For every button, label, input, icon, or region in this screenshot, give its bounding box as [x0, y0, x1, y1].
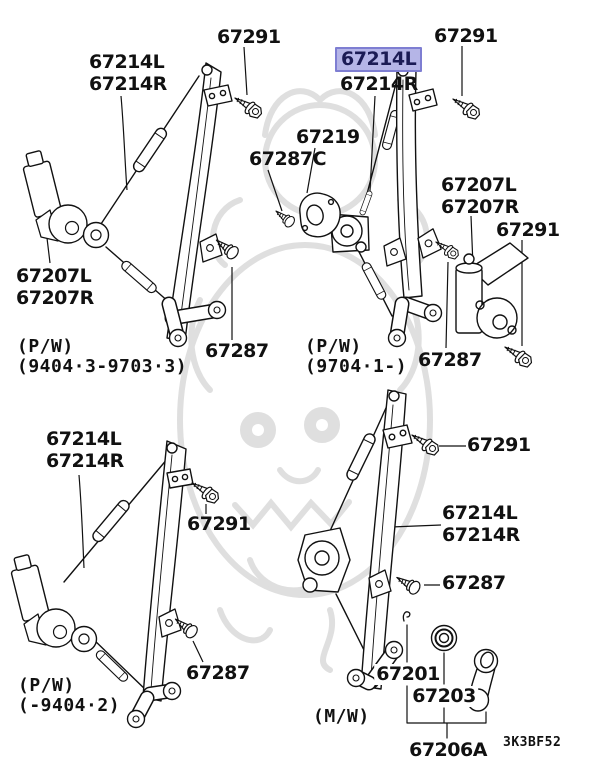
- part-number-regulator-r[interactable]: 67214R: [89, 73, 167, 95]
- part-number-handle-assembly-d4[interactable]: 67206A: [409, 739, 487, 761]
- caption-d4: [313, 707, 370, 727]
- part-number-motor-l[interactable]: 67207L: [16, 265, 92, 287]
- part-number-bolt-d3[interactable]: 67291: [187, 513, 251, 535]
- part-number-bolt-d1[interactable]: 67291: [217, 26, 281, 48]
- date-range-d1: (9404·3-9703·3): [17, 356, 188, 377]
- part-number-clip-d4[interactable]: 67201: [376, 663, 440, 685]
- part-number-motor-r[interactable]: 67207R: [441, 196, 519, 218]
- date-range-d2: (9704·1-): [305, 356, 408, 377]
- drawing-code: 3K3BF52: [503, 735, 562, 750]
- window-type-d4: (M/W): [313, 706, 370, 727]
- part-number-regulator-r-d2[interactable]: 67214R: [340, 73, 418, 95]
- part-number-cover-d2[interactable]: 67219: [296, 126, 360, 148]
- part-number-bolt-d2[interactable]: 67291: [434, 25, 498, 47]
- part-number-screw-d4[interactable]: 67287: [442, 572, 506, 594]
- date-range-d3: (-9404·2): [18, 695, 121, 716]
- window-type-d1: (P/W): [17, 336, 74, 357]
- caption-d1: [17, 337, 187, 377]
- part-number-screw-d1[interactable]: 67287: [205, 340, 269, 362]
- part-number-motor-r[interactable]: 67207R: [16, 287, 94, 309]
- part-number-regulator-l[interactable]: 67214L: [46, 428, 122, 450]
- part-number-pair-regulator-d1[interactable]: [89, 51, 167, 95]
- part-number-pair-regulator-d3[interactable]: [46, 428, 124, 472]
- window-type-d3: (P/W): [18, 675, 75, 696]
- caption-d2: [305, 337, 407, 377]
- part-number-pair-motor-d1[interactable]: [16, 265, 94, 309]
- part-number-bolt-d4[interactable]: 67291: [467, 434, 531, 456]
- part-number-regulator-r[interactable]: 67214R: [46, 450, 124, 472]
- caption-d3: [18, 676, 120, 716]
- part-number-regulator-l[interactable]: 67214L: [442, 502, 518, 524]
- part-number-motor-l[interactable]: 67207L: [441, 174, 517, 196]
- part-number-screw-d3[interactable]: 67287: [186, 662, 250, 684]
- window-type-d2: (P/W): [305, 336, 362, 357]
- part-number-cover-screw-d2[interactable]: 67287C: [249, 148, 327, 170]
- part-number-pair-motor-d2[interactable]: [441, 174, 519, 218]
- part-number-motor-bolt-d2[interactable]: 67291: [496, 219, 560, 241]
- part-number-regulator-l-highlighted[interactable]: 67214L: [335, 47, 422, 72]
- part-number-grommet-d4[interactable]: 67203: [412, 685, 476, 707]
- part-number-regulator-r[interactable]: 67214R: [442, 524, 520, 546]
- part-number-screw-d2[interactable]: 67287: [418, 349, 482, 371]
- part-number-pair-regulator-d4[interactable]: [442, 502, 520, 546]
- part-number-regulator-l[interactable]: 67214L: [89, 51, 165, 73]
